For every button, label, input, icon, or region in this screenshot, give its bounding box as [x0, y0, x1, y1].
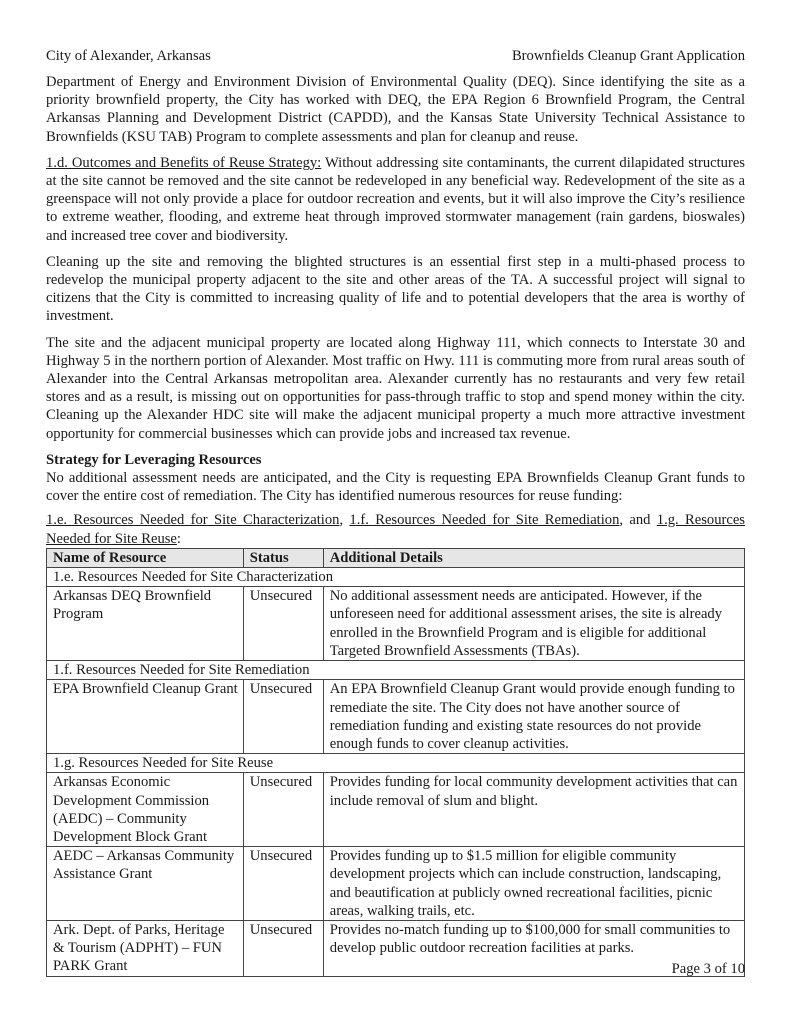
resource-status: Unsecured: [243, 920, 323, 976]
ref-separator: ,: [339, 512, 350, 529]
resource-name: EPA Brownfield Cleanup Grant: [47, 680, 244, 754]
paragraph-deq-partners: Department of Energy and Environment Division of Environmental Quality (DEQ). Since identifying the site as a priority brownfield property, the City has worked with DEQ, the EPA Region 6 Brownfield Program, the Central Arkansas Planning and Development District (CAPDD), and the Kansas State University Technical Assistance to Brownfields (KSU TAB) Program to complete assessments and plan for cleanup and reuse.: [46, 74, 745, 145]
section-title-characterization: 1.e. Resources Needed for Site Characterization: [47, 568, 745, 587]
resource-name: Arkansas DEQ Brownfield Program: [47, 587, 244, 661]
ref-1e: 1.e. Resources Needed for Site Characterization: [46, 512, 340, 529]
paragraph-outcomes-benefits: [46, 154, 745, 245]
resource-status: Unsecured: [243, 587, 323, 661]
header-organization: City of Alexander, Arkansas: [46, 48, 211, 64]
ref-1g: 1.g. Resources Needed for Site Reuse: [46, 512, 745, 547]
section-title-remediation: 1.f. Resources Needed for Site Remediation: [47, 661, 745, 680]
section-heading-1d: 1.d. Outcomes and Benefits of Reuse Strategy:: [46, 154, 322, 171]
resource-details: Provides funding up to $1.5 million for eligible community development projects which can include construction, landscaping, and beautification at publicly owned recreational facilities, picnic areas, walking trails, etc.: [323, 847, 744, 921]
table-row: [47, 920, 745, 976]
page-content: [46, 73, 745, 977]
table-section-row: [47, 754, 745, 773]
resource-details: Provides no-match funding up to $100,000 for small communities to develop public outdoor recreation facilities at parks.: [323, 920, 744, 976]
section-title-reuse: 1.g. Resources Needed for Site Reuse: [47, 754, 745, 773]
ref-1f: 1.f. Resources Needed for Site Remediation: [349, 512, 620, 529]
resource-status: Unsecured: [243, 773, 323, 847]
table-header-row: [47, 548, 745, 567]
resource-references: [46, 511, 745, 547]
resource-name: Arkansas Economic Development Commission (AEDC) – Community Development Block Grant: [47, 773, 244, 847]
resources-table: [46, 548, 745, 977]
strategy-heading: Strategy for Leveraging Resources: [46, 451, 262, 468]
column-header-name: Name of Resource: [47, 548, 244, 567]
paragraph-highway-location: The site and the adjacent municipal property are located along Highway 111, which connects to Interstate 30 and Highway 5 in the northern portion of Alexander. Most traffic on Hwy. 111 is commuting more from rural areas south of Alexander into the Central Arkansas metropolitan area. Alexander currently has no restaurants and very few retail stores and as a result, is missing out on opportunities for pass-through traffic to stop and spend money within the city. Cleaning up the Alexander HDC site will make the adjacent municipal property a much more attractive investment opportunity for commercial businesses which can provide jobs and increased tax revenue.: [46, 334, 745, 442]
ref-separator: :: [176, 530, 181, 547]
table-row: [47, 773, 745, 847]
resource-name: AEDC – Arkansas Community Assistance Grant: [47, 847, 244, 921]
page-header: [46, 47, 745, 65]
column-header-details: Additional Details: [323, 548, 744, 567]
resource-details: No additional assessment needs are anticipated. However, if the unforeseen need for additional assessment arises, the site is already enrolled in the Brownfield Program and is eligible for additional Targeted Brownfield Assessments (TBAs).: [323, 587, 744, 661]
paragraph-cleanup-first-step: Cleaning up the site and removing the blighted structures is an essential first step in a multi-phased process to redevelop the municipal property adjacent to the site and other areas of the TA. A successful project will signal to citizens that the City is committed to increasing quality of life and to potential developers that the area is worthy of investment.: [46, 253, 745, 325]
table-row: [47, 587, 745, 661]
resource-details: An EPA Brownfield Cleanup Grant would provide enough funding to remediate the site. The City does not have another source of remediation funding and existing state resources do not provide enough funds to cover cleanup activities.: [323, 680, 744, 754]
table-row: [47, 847, 745, 921]
page-number: Page 3 of 10: [671, 961, 745, 977]
column-header-status: Status: [243, 548, 323, 567]
ref-separator: , and: [619, 512, 657, 529]
resource-status: Unsecured: [243, 847, 323, 921]
resource-details: Provides funding for local community development activities that can include removal of slum and blight.: [323, 773, 744, 847]
resource-name: Ark. Dept. of Parks, Heritage & Tourism (ADPHT) – FUN PARK Grant: [47, 920, 244, 976]
paragraph-outcomes-body: Without addressing site contaminants, the current dilapidated structures at the site cannot be removed and the site cannot be redeveloped in any beneficial way. Redevelopment of the site as a greenspace will not only provide a place for outdoor recreation and events, but it will also improve the City’s resilience to extreme weather, flooding, and extreme heat through improved stormwater management (rain gardens, bioswales) and increased tree cover and biodiversity.: [46, 154, 745, 244]
strategy-body: No additional assessment needs are anticipated, and the City is requesting EPA Brownfields Cleanup Grant funds to cover the entire cost of remediation. The City has identified numerous resources for reuse funding:: [46, 470, 745, 505]
header-document-title: Brownfields Cleanup Grant Application: [511, 48, 745, 64]
table-section-row: [47, 661, 745, 680]
resource-status: Unsecured: [243, 680, 323, 754]
table-section-row: [47, 568, 745, 587]
table-row: [47, 680, 745, 754]
